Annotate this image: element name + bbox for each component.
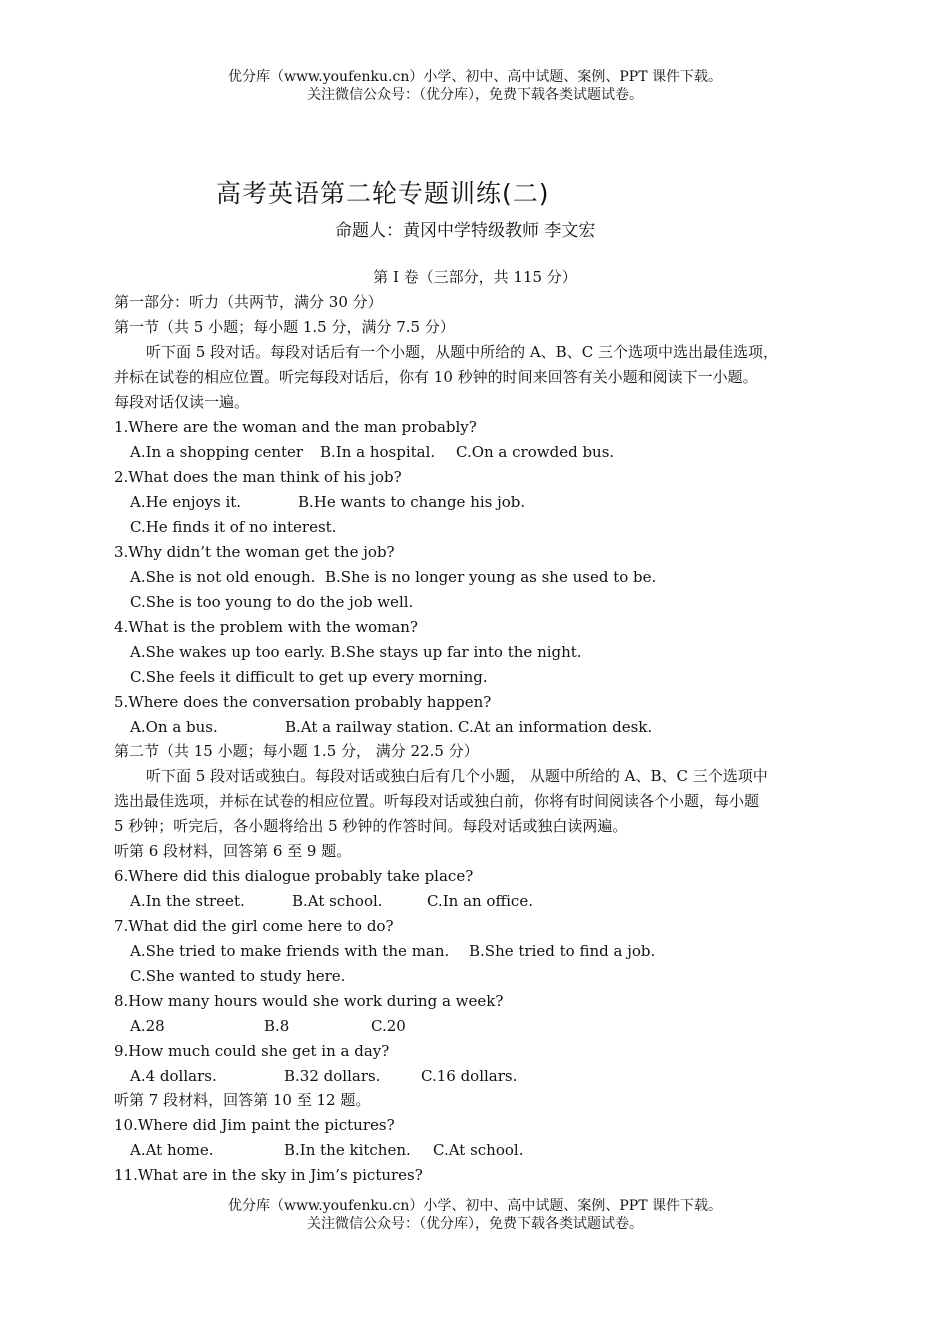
part1-heading: 第一部分：听力（共两节，满分 30 分）: [114, 293, 383, 311]
q6-stem: 6.Where did this dialogue probably take place?: [114, 867, 474, 885]
header-line-1: 优分库（www.youfenku.cn）小学、初中、高中试题、案例、PPT 课件下载。: [227, 69, 722, 85]
q8-option-b: B.8: [264, 1017, 290, 1035]
section1-instr-2: 并标在试卷的相应位置。听完每段对话后，你有 10 秒钟的时间来回答有关小题和阅读下一小题。: [114, 368, 758, 386]
q2-option-a: A.He enjoys it.: [130, 493, 242, 511]
q1-option-c: C.On a crowded bus.: [456, 443, 615, 461]
q3-stem: 3.Why didn’t the woman get the job?: [114, 543, 395, 561]
q1-option-a: A.In a shopping center: [130, 443, 304, 461]
q4-stem: 4.What is the problem with the woman?: [114, 618, 418, 636]
q11-stem: 11.What are in the sky in Jim’s pictures?: [114, 1166, 423, 1184]
footer-line-1: 优分库（www.youfenku.cn）小学、初中、高中试题、案例、PPT 课件下载。: [227, 1198, 722, 1214]
section2-instr-1: 听下面 5 段对话或独白。每段对话或独白后有几个小题， 从题中所给的 A、B、C 三个选项中: [146, 767, 768, 785]
q5-option-b: B.At a railway station.: [285, 718, 454, 736]
q10-option-c: C.At school.: [433, 1141, 524, 1159]
q8-option-a: A.28: [130, 1017, 165, 1035]
q7-option-b: B.She tried to find a job.: [469, 942, 656, 960]
material-7-heading: 听第 7 段材料，回答第 10 至 12 题。: [114, 1091, 371, 1109]
q7-option-a: A.She tried to make friends with the man.: [130, 942, 450, 960]
q9-option-a: A.4 dollars.: [130, 1067, 217, 1085]
q6-option-b: B.At school.: [292, 892, 383, 910]
q1-option-b: B.In a hospital.: [320, 443, 436, 461]
q4-option-c: C.She feels it difficult to get up every morning.: [130, 668, 488, 686]
section2-instr-3: 5 秒钟；听完后，各小题将给出 5 秒钟的作答时间。每段对话或独白读两遍。: [114, 817, 628, 835]
q10-option-b: B.In the kitchen.: [284, 1141, 411, 1159]
q2-option-c: C.He finds it of no interest.: [130, 518, 337, 536]
q3-option-c: C.She is too young to do the job well.: [130, 593, 414, 611]
section1-instr-3: 每段对话仅读一遍。: [114, 393, 250, 411]
q1-stem: 1.Where are the woman and the man probably?: [114, 418, 477, 436]
q5-stem: 5.Where does the conversation probably happen?: [114, 693, 492, 711]
section1-heading: 第一节（共 5 小题；每小题 1.5 分，满分 7.5 分）: [114, 318, 455, 336]
q10-stem: 10.Where did Jim paint the pictures?: [114, 1116, 395, 1134]
q10-option-a: A.At home.: [130, 1141, 214, 1159]
material-6-heading: 听第 6 段材料，回答第 6 至 9 题。: [114, 842, 352, 860]
q5-option-a: A.On a bus.: [130, 718, 218, 736]
header-line-2: 关注微信公众号：（优分库），免费下载各类试题试卷。: [307, 87, 643, 103]
q8-option-c: C.20: [371, 1017, 406, 1035]
q3-option-a: A.She is not old enough.: [130, 568, 316, 586]
volume-heading: 第 I 卷（三部分，共 115 分）: [373, 268, 577, 286]
q9-option-b: B.32 dollars.: [284, 1067, 381, 1085]
q7-stem: 7.What did the girl come here to do?: [114, 917, 394, 935]
q6-option-a: A.In the street.: [130, 892, 245, 910]
q7-option-c: C.She wanted to study here.: [130, 967, 346, 985]
section2-instr-2: 选出最佳选项，并标在试卷的相应位置。听每段对话或独白前，你将有时间阅读各个小题，每小题: [114, 792, 760, 810]
page-title: 高考英语第二轮专题训练(二): [216, 179, 550, 208]
q5-option-c: C.At an information desk.: [458, 718, 653, 736]
section2-heading: 第二节（共 15 小题；每小题 1.5 分， 满分 22.5 分）: [114, 742, 479, 760]
footer-line-2: 关注微信公众号：（优分库），免费下载各类试题试卷。: [307, 1216, 643, 1232]
q6-option-c: C.In an office.: [427, 892, 533, 910]
q8-stem: 8.How many hours would she work during a week?: [114, 992, 504, 1010]
q2-stem: 2.What does the man think of his job?: [114, 468, 402, 486]
author-line: 命题人：黄冈中学特级教师 李文宏: [335, 221, 596, 241]
q4-option-b: B.She stays up far into the night.: [330, 643, 582, 661]
q9-option-c: C.16 dollars.: [421, 1067, 518, 1085]
q2-option-b: B.He wants to change his job.: [298, 493, 526, 511]
section1-instr-1: 听下面 5 段对话。每段对话后有一个小题，从题中所给的 A、B、C 三个选项中选出最佳选项，: [146, 343, 778, 361]
q9-stem: 9.How much could she get in a day?: [114, 1042, 390, 1060]
q3-option-b: B.She is no longer young as she used to be.: [325, 568, 657, 586]
q4-option-a: A.She wakes up too early.: [130, 643, 326, 661]
